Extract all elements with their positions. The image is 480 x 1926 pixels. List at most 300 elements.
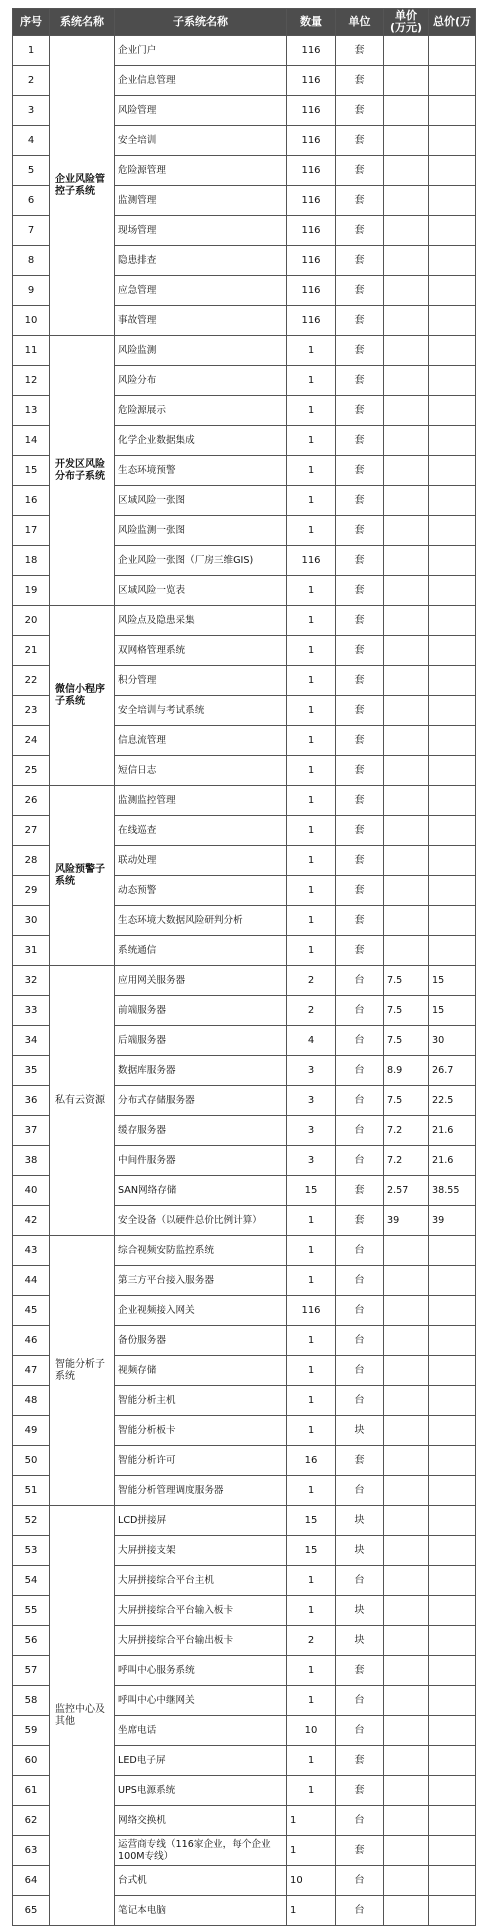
total-price <box>429 696 476 726</box>
total-price: 15 <box>429 996 476 1026</box>
quantity: 1 <box>287 336 336 366</box>
unit-price: 7.2 <box>384 1116 429 1146</box>
unit-price <box>384 696 429 726</box>
total-price <box>429 456 476 486</box>
subsystem-name: 化学企业数据集成 <box>115 426 287 456</box>
subsystem-name: 安全培训 <box>115 126 287 156</box>
unit-price <box>384 786 429 816</box>
unit: 套 <box>336 246 384 276</box>
unit: 套 <box>336 276 384 306</box>
unit-price: 7.5 <box>384 1086 429 1116</box>
row-number: 48 <box>13 1386 50 1416</box>
quantity: 1 <box>287 576 336 606</box>
system-name: 微信小程序子系统 <box>50 606 115 786</box>
unit-price <box>384 726 429 756</box>
row-number: 25 <box>13 756 50 786</box>
subsystem-name: SAN网络存储 <box>115 1176 287 1206</box>
unit-price <box>384 906 429 936</box>
quantity: 1 <box>287 1656 336 1686</box>
subsystem-name: 大屏拼接综合平台主机 <box>115 1566 287 1596</box>
total-price <box>429 1716 476 1746</box>
unit: 台 <box>336 1806 384 1836</box>
unit-price <box>384 186 429 216</box>
quantity: 1 <box>287 1566 336 1596</box>
unit-price <box>384 66 429 96</box>
total-price <box>429 96 476 126</box>
equipment-list-table <box>12 8 476 1926</box>
subsystem-name: 前端服务器 <box>115 996 287 1026</box>
row-number: 9 <box>13 276 50 306</box>
unit-price <box>384 36 429 66</box>
row-number: 59 <box>13 1716 50 1746</box>
unit: 套 <box>336 576 384 606</box>
total-price <box>429 1626 476 1656</box>
unit: 台 <box>336 1476 384 1506</box>
quantity: 116 <box>287 126 336 156</box>
subsystem-name: 企业视频接入网关 <box>115 1296 287 1326</box>
quantity: 1 <box>287 816 336 846</box>
total-price <box>429 486 476 516</box>
subsystem-name: 呼叫中心中继网关 <box>115 1686 287 1716</box>
subsystem-name: 动态预警 <box>115 876 287 906</box>
total-price <box>429 576 476 606</box>
subsystem-name: 笔记本电脑 <box>115 1896 287 1926</box>
row-number: 3 <box>13 96 50 126</box>
unit: 套 <box>336 1656 384 1686</box>
unit-price <box>384 936 429 966</box>
unit: 套 <box>336 846 384 876</box>
subsystem-name: 中间件服务器 <box>115 1146 287 1176</box>
subsystem-name: 企业风险一张图（厂房三维GIS) <box>115 546 287 576</box>
row-number: 21 <box>13 636 50 666</box>
unit: 台 <box>336 1056 384 1086</box>
unit-price: 7.2 <box>384 1146 429 1176</box>
row-number: 28 <box>13 846 50 876</box>
unit-price: 7.5 <box>384 996 429 1026</box>
total-price <box>429 876 476 906</box>
unit-price <box>384 216 429 246</box>
quantity: 1 <box>287 1596 336 1626</box>
quantity: 1 <box>287 906 336 936</box>
unit-price <box>384 1536 429 1566</box>
unit-price <box>384 1866 429 1896</box>
table-row <box>13 1506 476 1536</box>
unit-price <box>384 1416 429 1446</box>
quantity: 16 <box>287 1446 336 1476</box>
subsystem-name: 运营商专线（116家企业，每个企业100M专线） <box>115 1836 287 1866</box>
subsystem-name: 企业信息管理 <box>115 66 287 96</box>
row-number: 63 <box>13 1836 50 1866</box>
row-number: 58 <box>13 1686 50 1716</box>
header-total: 总价(万 <box>429 9 476 36</box>
unit: 块 <box>336 1596 384 1626</box>
unit: 块 <box>336 1416 384 1446</box>
unit: 套 <box>336 336 384 366</box>
quantity: 3 <box>287 1056 336 1086</box>
unit: 套 <box>336 306 384 336</box>
unit: 套 <box>336 66 384 96</box>
total-price <box>429 906 476 936</box>
row-number: 18 <box>13 546 50 576</box>
total-price <box>429 1866 476 1896</box>
quantity: 4 <box>287 1026 336 1056</box>
unit-price <box>384 1296 429 1326</box>
unit: 台 <box>336 1086 384 1116</box>
unit-price <box>384 1836 429 1866</box>
subsystem-name: 事故管理 <box>115 306 287 336</box>
unit-price <box>384 246 429 276</box>
unit: 套 <box>336 726 384 756</box>
table-row <box>13 336 476 366</box>
quantity: 1 <box>287 1806 336 1836</box>
subsystem-name: 智能分析主机 <box>115 1386 287 1416</box>
quantity: 10 <box>287 1866 336 1896</box>
table-row <box>13 786 476 816</box>
quantity: 1 <box>287 456 336 486</box>
unit-price <box>384 126 429 156</box>
row-number: 15 <box>13 456 50 486</box>
unit: 套 <box>336 546 384 576</box>
subsystem-name: 大屏拼接综合平台输出板卡 <box>115 1626 287 1656</box>
unit: 台 <box>336 1386 384 1416</box>
row-number: 55 <box>13 1596 50 1626</box>
row-number: 12 <box>13 366 50 396</box>
total-price <box>429 1296 476 1326</box>
total-price <box>429 606 476 636</box>
quantity: 3 <box>287 1086 336 1116</box>
quantity: 1 <box>287 726 336 756</box>
total-price <box>429 1236 476 1266</box>
total-price <box>429 1656 476 1686</box>
quantity: 1 <box>287 846 336 876</box>
unit: 台 <box>336 996 384 1026</box>
unit: 套 <box>336 396 384 426</box>
total-price <box>429 1476 476 1506</box>
subsystem-name: 备份服务器 <box>115 1326 287 1356</box>
unit-price <box>384 1656 429 1686</box>
total-price: 22.5 <box>429 1086 476 1116</box>
row-number: 26 <box>13 786 50 816</box>
quantity: 116 <box>287 36 336 66</box>
unit: 套 <box>336 906 384 936</box>
unit: 套 <box>336 666 384 696</box>
subsystem-name: 大屏拼接综合平台输入板卡 <box>115 1596 287 1626</box>
row-number: 22 <box>13 666 50 696</box>
row-number: 35 <box>13 1056 50 1086</box>
unit: 套 <box>336 696 384 726</box>
subsystem-name: UPS电源系统 <box>115 1776 287 1806</box>
unit: 台 <box>336 1266 384 1296</box>
subsystem-name: LED电子屏 <box>115 1746 287 1776</box>
subsystem-name: 监测监控管理 <box>115 786 287 816</box>
unit: 套 <box>336 816 384 846</box>
unit: 套 <box>336 366 384 396</box>
unit-price <box>384 1266 429 1296</box>
unit-price <box>384 426 429 456</box>
subsystem-name: 区域风险一张图 <box>115 486 287 516</box>
quantity: 1 <box>287 516 336 546</box>
subsystem-name: 大屏拼接支架 <box>115 1536 287 1566</box>
subsystem-name: 区域风险一览表 <box>115 576 287 606</box>
unit: 台 <box>336 1326 384 1356</box>
header-qty: 数量 <box>287 9 336 36</box>
total-price <box>429 1596 476 1626</box>
total-price <box>429 426 476 456</box>
subsystem-name: 缓存服务器 <box>115 1116 287 1146</box>
quantity: 1 <box>287 426 336 456</box>
subsystem-name: 呼叫中心服务系统 <box>115 1656 287 1686</box>
total-price: 21.6 <box>429 1116 476 1146</box>
row-number: 1 <box>13 36 50 66</box>
quantity: 2 <box>287 996 336 1026</box>
row-number: 5 <box>13 156 50 186</box>
subsystem-name: 安全设备（以硬件总价比例计算） <box>115 1206 287 1236</box>
row-number: 8 <box>13 246 50 276</box>
total-price <box>429 126 476 156</box>
row-number: 51 <box>13 1476 50 1506</box>
row-number: 52 <box>13 1506 50 1536</box>
row-number: 32 <box>13 966 50 996</box>
row-number: 45 <box>13 1296 50 1326</box>
row-number: 36 <box>13 1086 50 1116</box>
quantity: 1 <box>287 936 336 966</box>
unit: 台 <box>336 1866 384 1896</box>
subsystem-name: 危险源展示 <box>115 396 287 426</box>
total-price <box>429 276 476 306</box>
header-unit: 单位 <box>336 9 384 36</box>
subsystem-name: 联动处理 <box>115 846 287 876</box>
unit-price <box>384 1386 429 1416</box>
subsystem-name: 生态环境大数据风险研判分析 <box>115 906 287 936</box>
total-price <box>429 1896 476 1926</box>
row-number: 61 <box>13 1776 50 1806</box>
subsystem-name: 应急管理 <box>115 276 287 306</box>
unit: 套 <box>336 636 384 666</box>
row-number: 40 <box>13 1176 50 1206</box>
quantity: 1 <box>287 1386 336 1416</box>
row-number: 23 <box>13 696 50 726</box>
total-price <box>429 36 476 66</box>
row-number: 20 <box>13 606 50 636</box>
total-price <box>429 1536 476 1566</box>
subsystem-name: 监测管理 <box>115 186 287 216</box>
unit-price: 39 <box>384 1206 429 1236</box>
unit-price <box>384 1596 429 1626</box>
unit-price <box>384 336 429 366</box>
total-price <box>429 66 476 96</box>
subsystem-name: 后端服务器 <box>115 1026 287 1056</box>
header-system: 系统名称 <box>50 9 115 36</box>
unit-price <box>384 456 429 486</box>
unit-price <box>384 306 429 336</box>
subsystem-name: 智能分析管理调度服务器 <box>115 1476 287 1506</box>
unit: 套 <box>336 786 384 816</box>
row-number: 7 <box>13 216 50 246</box>
system-name: 风险预警子系统 <box>50 786 115 966</box>
unit-price <box>384 1626 429 1656</box>
subsystem-name: 信息流管理 <box>115 726 287 756</box>
subsystem-name: 网络交换机 <box>115 1806 287 1836</box>
unit: 台 <box>336 1026 384 1056</box>
row-number: 17 <box>13 516 50 546</box>
quantity: 116 <box>287 306 336 336</box>
subsystem-name: 系统通信 <box>115 936 287 966</box>
table-row <box>13 966 476 996</box>
total-price <box>429 216 476 246</box>
total-price <box>429 366 476 396</box>
quantity: 1 <box>287 696 336 726</box>
quantity: 2 <box>287 1626 336 1656</box>
quantity: 1 <box>287 666 336 696</box>
unit-price <box>384 876 429 906</box>
quantity: 15 <box>287 1506 336 1536</box>
row-number: 65 <box>13 1896 50 1926</box>
unit: 块 <box>336 1506 384 1536</box>
total-price <box>429 1326 476 1356</box>
unit-price <box>384 276 429 306</box>
total-price <box>429 1686 476 1716</box>
unit-price <box>384 1716 429 1746</box>
unit: 台 <box>336 1236 384 1266</box>
quantity: 116 <box>287 96 336 126</box>
unit: 套 <box>336 936 384 966</box>
total-price <box>429 1416 476 1446</box>
unit-price <box>384 816 429 846</box>
subsystem-name: 风险监测一张图 <box>115 516 287 546</box>
quantity: 3 <box>287 1146 336 1176</box>
total-price <box>429 516 476 546</box>
total-price <box>429 1506 476 1536</box>
unit: 台 <box>336 1356 384 1386</box>
subsystem-name: 危险源管理 <box>115 156 287 186</box>
row-number: 38 <box>13 1146 50 1176</box>
row-number: 42 <box>13 1206 50 1236</box>
row-number: 50 <box>13 1446 50 1476</box>
row-number: 10 <box>13 306 50 336</box>
row-number: 31 <box>13 936 50 966</box>
unit: 套 <box>336 216 384 246</box>
quantity: 3 <box>287 1116 336 1146</box>
subsystem-name: 在线巡查 <box>115 816 287 846</box>
unit: 套 <box>336 876 384 906</box>
quantity: 1 <box>287 366 336 396</box>
unit: 套 <box>336 516 384 546</box>
quantity: 116 <box>287 246 336 276</box>
unit-price <box>384 1236 429 1266</box>
unit: 台 <box>336 1896 384 1926</box>
row-number: 64 <box>13 1866 50 1896</box>
total-price <box>429 306 476 336</box>
row-number: 30 <box>13 906 50 936</box>
quantity: 116 <box>287 1296 336 1326</box>
quantity: 1 <box>287 1896 336 1926</box>
unit-price <box>384 1686 429 1716</box>
unit-price <box>384 366 429 396</box>
table-row <box>13 1236 476 1266</box>
row-number: 62 <box>13 1806 50 1836</box>
total-price <box>429 816 476 846</box>
row-number: 27 <box>13 816 50 846</box>
subsystem-name: 短信日志 <box>115 756 287 786</box>
quantity: 1 <box>287 1266 336 1296</box>
unit: 块 <box>336 1536 384 1566</box>
unit-price <box>384 636 429 666</box>
quantity: 1 <box>287 1836 336 1866</box>
system-name: 智能分析子系统 <box>50 1236 115 1506</box>
unit-price: 2.57 <box>384 1176 429 1206</box>
quantity: 1 <box>287 1416 336 1446</box>
unit-price <box>384 846 429 876</box>
unit: 套 <box>336 486 384 516</box>
total-price <box>429 1566 476 1596</box>
header-row <box>13 9 476 36</box>
subsystem-name: 智能分析许可 <box>115 1446 287 1476</box>
quantity: 116 <box>287 186 336 216</box>
unit: 台 <box>336 1146 384 1176</box>
total-price <box>429 1386 476 1416</box>
subsystem-name: 风险监测 <box>115 336 287 366</box>
quantity: 1 <box>287 1356 336 1386</box>
unit-price <box>384 606 429 636</box>
subsystem-name: 积分管理 <box>115 666 287 696</box>
unit-price <box>384 756 429 786</box>
header-price: 单价(万元) <box>384 9 429 36</box>
subsystem-name: 分布式存储服务器 <box>115 1086 287 1116</box>
unit: 套 <box>336 756 384 786</box>
unit-price <box>384 1506 429 1536</box>
unit: 套 <box>336 1836 384 1866</box>
row-number: 60 <box>13 1746 50 1776</box>
row-number: 49 <box>13 1416 50 1446</box>
quantity: 1 <box>287 1476 336 1506</box>
subsystem-name: 企业门户 <box>115 36 287 66</box>
subsystem-name: 生态环境预警 <box>115 456 287 486</box>
total-price <box>429 666 476 696</box>
unit-price <box>384 1566 429 1596</box>
total-price <box>429 936 476 966</box>
quantity: 116 <box>287 216 336 246</box>
total-price: 30 <box>429 1026 476 1056</box>
quantity: 1 <box>287 636 336 666</box>
row-number: 56 <box>13 1626 50 1656</box>
unit-price <box>384 486 429 516</box>
row-number: 13 <box>13 396 50 426</box>
row-number: 43 <box>13 1236 50 1266</box>
total-price <box>429 546 476 576</box>
unit: 台 <box>336 1296 384 1326</box>
unit-price: 7.5 <box>384 966 429 996</box>
unit: 台 <box>336 966 384 996</box>
subsystem-name: 安全培训与考试系统 <box>115 696 287 726</box>
quantity: 1 <box>287 876 336 906</box>
system-name: 企业风险管控子系统 <box>50 36 115 336</box>
subsystem-name: 风险分布 <box>115 366 287 396</box>
unit-price <box>384 1446 429 1476</box>
unit: 台 <box>336 1566 384 1596</box>
unit: 套 <box>336 1746 384 1776</box>
row-number: 2 <box>13 66 50 96</box>
header-no: 序号 <box>13 9 50 36</box>
subsystem-name: 视频存储 <box>115 1356 287 1386</box>
total-price <box>429 186 476 216</box>
subsystem-name: 数据库服务器 <box>115 1056 287 1086</box>
unit-price <box>384 96 429 126</box>
unit: 套 <box>336 606 384 636</box>
unit-price <box>384 1896 429 1926</box>
row-number: 47 <box>13 1356 50 1386</box>
quantity: 116 <box>287 546 336 576</box>
total-price <box>429 636 476 666</box>
